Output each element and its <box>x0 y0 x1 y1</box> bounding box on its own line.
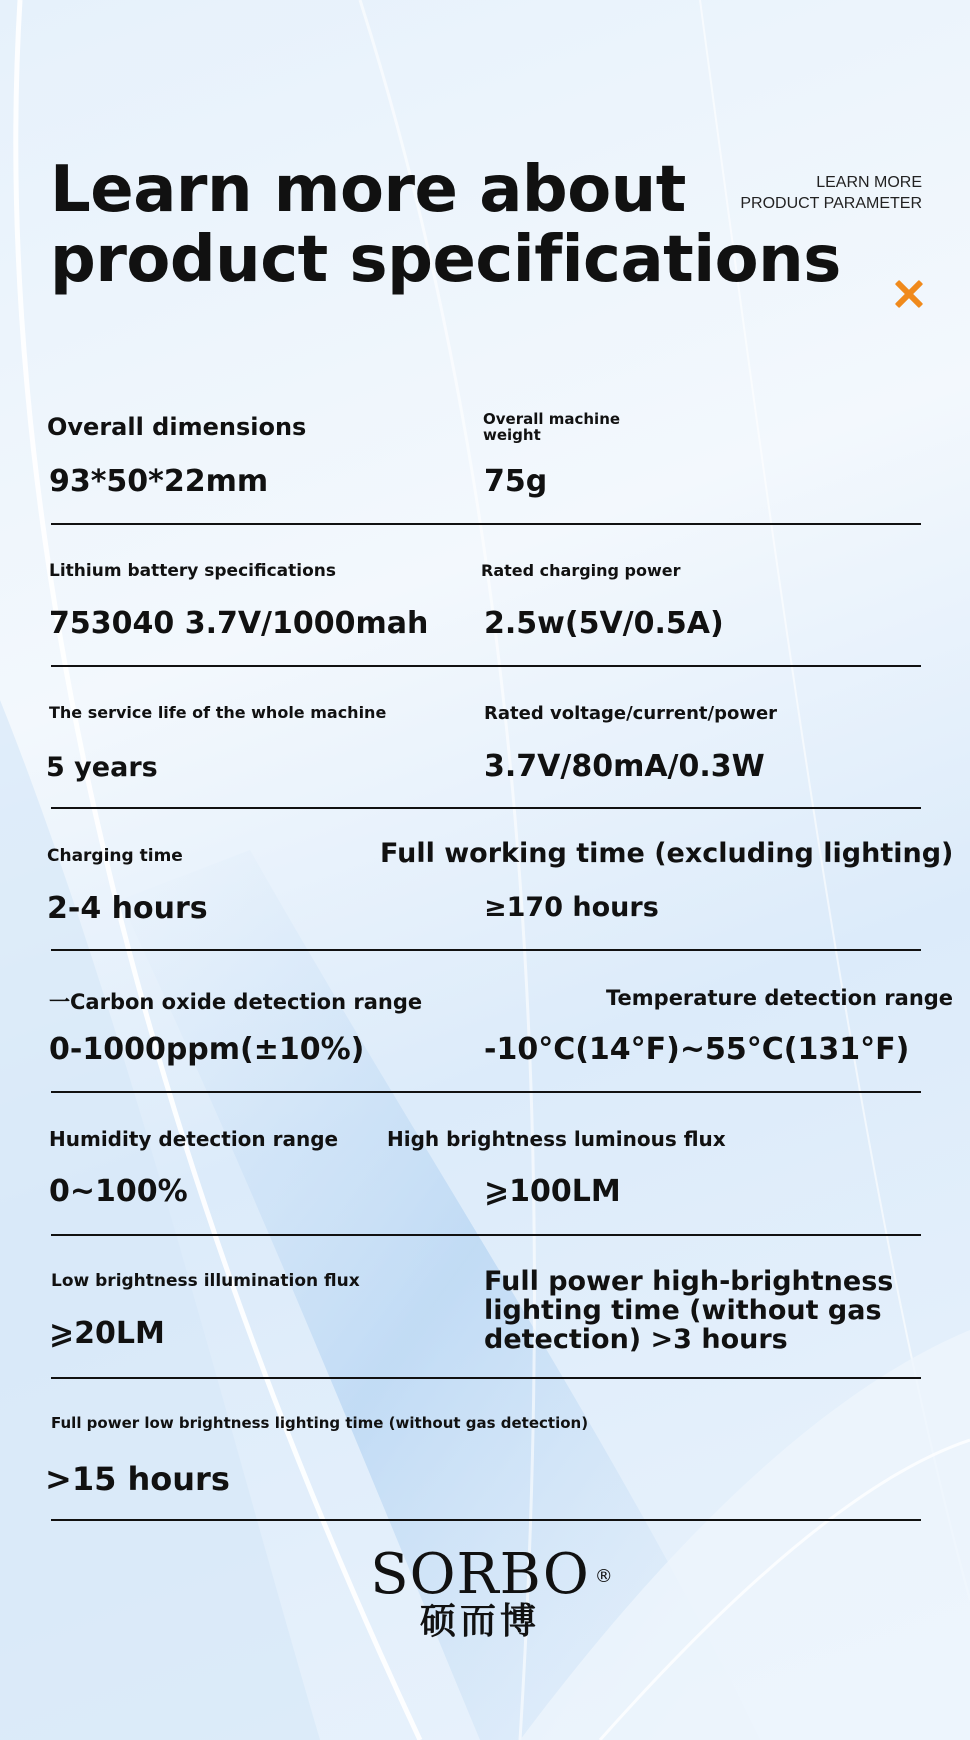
low-brightness-time-label: Full power low brightness lighting time (without gas detection) <box>51 1414 589 1432</box>
divider <box>51 1519 921 1521</box>
brand-name: SORBO <box>370 1542 590 1607</box>
divider <box>51 665 921 667</box>
side-caption <box>740 172 922 214</box>
low-brightness-flux-value: ⩾20LM <box>49 1316 165 1351</box>
temperature-detection-label: Temperature detection range <box>606 986 954 1010</box>
brand-logo <box>340 1542 620 1643</box>
high-brightness-flux-value: ⩾100LM <box>484 1174 621 1209</box>
brand-logo-wordmark <box>370 1542 614 1607</box>
high-brightness-flux-label: High brightness luminous flux <box>387 1127 726 1151</box>
charging-power-value: 2.5w(5V/0.5A) <box>484 606 724 641</box>
rated-voltage-value: 3.7V/80mA/0.3W <box>484 749 765 784</box>
humidity-detection-label: Humidity detection range <box>49 1127 339 1151</box>
overall-weight-label-line-2: weight <box>483 426 541 444</box>
service-life-value: 5 years <box>46 752 158 783</box>
overall-weight-label-line-1: Overall machine <box>483 410 621 428</box>
battery-spec-value: 753040 3.7V/1000mah <box>49 606 429 641</box>
co-detection-label: 一Carbon oxide detection range <box>49 990 423 1014</box>
temperature-detection-value: -10°C(14°F)~55°C(131°F) <box>484 1032 910 1067</box>
page-title-line-2: product specifications <box>50 223 841 297</box>
divider <box>51 1091 921 1093</box>
brand-name-chinese: 硕而博 <box>419 1601 540 1642</box>
overall-dimensions-value: 93*50*22mm <box>49 464 269 499</box>
divider <box>51 1234 921 1236</box>
charging-time-label: Charging time <box>47 846 183 866</box>
page-title <box>50 155 841 295</box>
divider <box>51 1377 921 1379</box>
co-detection-value: 0-1000ppm(±10%) <box>49 1032 365 1067</box>
divider <box>51 949 921 951</box>
full-power-high-brightness-time: Full power high-brightness lighting time (without gas detection) >3 hours <box>484 1266 894 1355</box>
battery-spec-label: Lithium battery specifications <box>49 561 336 581</box>
side-caption-line-1: LEARN MORE <box>816 174 922 191</box>
side-caption-line-2: PRODUCT PARAMETER <box>740 195 922 212</box>
overall-dimensions-label: Overall dimensions <box>47 413 307 441</box>
divider <box>51 523 921 525</box>
overall-weight-value: 75g <box>484 464 548 499</box>
humidity-detection-value: 0~100% <box>49 1174 188 1209</box>
rated-voltage-label: Rated voltage/current/power <box>484 703 778 724</box>
full-working-time-label: Full working time (excluding lighting) <box>380 838 954 869</box>
low-brightness-time-value: >15 hours <box>45 1460 230 1498</box>
registered-mark: ® <box>594 1566 614 1587</box>
close-icon[interactable] <box>893 279 923 309</box>
full-working-time-value: ≥170 hours <box>484 892 659 923</box>
service-life-label: The service life of the whole machine <box>49 703 387 722</box>
overall-weight-label <box>483 411 620 443</box>
charging-power-label: Rated charging power <box>481 561 681 580</box>
low-brightness-flux-label: Low brightness illumination flux <box>51 1271 360 1291</box>
charging-time-value: 2-4 hours <box>47 891 208 926</box>
divider <box>51 807 921 809</box>
page-title-line-1: Learn more about <box>50 153 686 227</box>
